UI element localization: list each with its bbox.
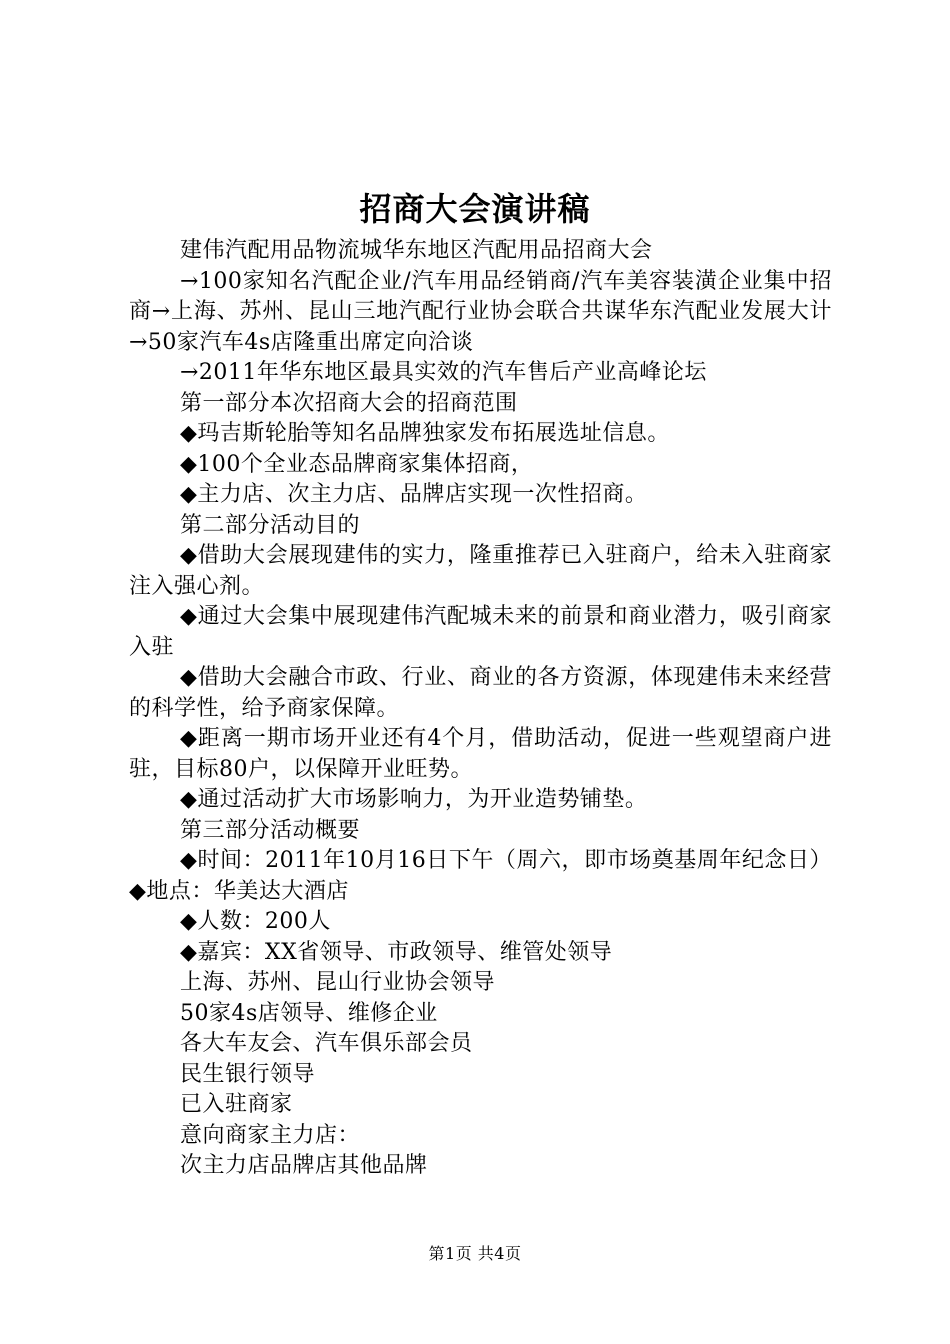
bullet-item: ◆100个全业态品牌商家集体招商， [180, 451, 534, 477]
bullet-item: ◆借助大会融合市政、行业、商业的各方资源，体现建伟未来经营的科学性，给予商家保障。 [129, 665, 832, 721]
section-heading: 第三部分活动概要 [180, 817, 361, 843]
guest-line: 次主力店品牌店其他品牌 [180, 1153, 428, 1178]
paragraph: →2011年华东地区最具实效的汽车售后产业高峰论坛 [180, 360, 707, 385]
guest-line: 各大车友会、汽车俱乐部会员 [180, 1031, 473, 1056]
guest-line: 50家4s店领导、维修企业 [180, 1000, 438, 1026]
bullet-item: ◆通过大会集中展现建伟汽配城未来的前景和商业潜力，吸引商家入驻 [129, 604, 832, 660]
document-title: 招商大会演讲稿 [359, 190, 591, 228]
paragraph: 建伟汽配用品物流城华东地区汽配用品招商大会 [180, 238, 653, 263]
guest-line: 意向商家主力店： [180, 1122, 361, 1148]
bullet-item: ◆主力店、次主力店、品牌店实现一次性招商。 [180, 482, 648, 507]
bullet-item: ◆人数：200人 [180, 909, 331, 934]
paragraph: →100家知名汽配企业/汽车用品经销商/汽车美容装潢企业集中招商→上海、苏州、昆山三地汽配行业协会联合共谋华东汽配业发展大计→50家汽车4s店隆重出席定向洽谈 [129, 268, 832, 355]
bullet-item: ◆通过活动扩大市场影响力，为开业造势铺垫。 [180, 787, 648, 812]
section-heading: 第一部分本次招商大会的招商范围 [180, 390, 518, 416]
guest-line: 民生银行领导 [180, 1061, 316, 1087]
bullet-item: ◆嘉宾：XX省领导、市政领导、维管处领导 [180, 939, 613, 965]
bullet-item: ◆时间：2011年10月16日下午（周六，即市场奠基周年纪念日）◆地点：华美达大酒店 [129, 848, 832, 904]
section-heading: 第二部分活动目的 [180, 512, 361, 538]
bullet-item: ◆借助大会展现建伟的实力，隆重推荐已入驻商户，给未入驻商家注入强心剂。 [129, 543, 832, 599]
bullet-item: ◆距离一期市场开业还有4个月，借助活动，促进一些观望商户进驻，目标80户，以保障开业旺势。 [129, 726, 832, 782]
bullet-item: ◆玛吉斯轮胎等知名品牌独家发布拓展选址信息。 [180, 421, 670, 446]
page-footer: 第1页 共4页 [428, 1244, 522, 1263]
document-body [129, 236, 832, 1182]
guest-line: 上海、苏州、昆山行业协会领导 [180, 970, 496, 995]
guest-line: 已入驻商家 [180, 1092, 293, 1117]
